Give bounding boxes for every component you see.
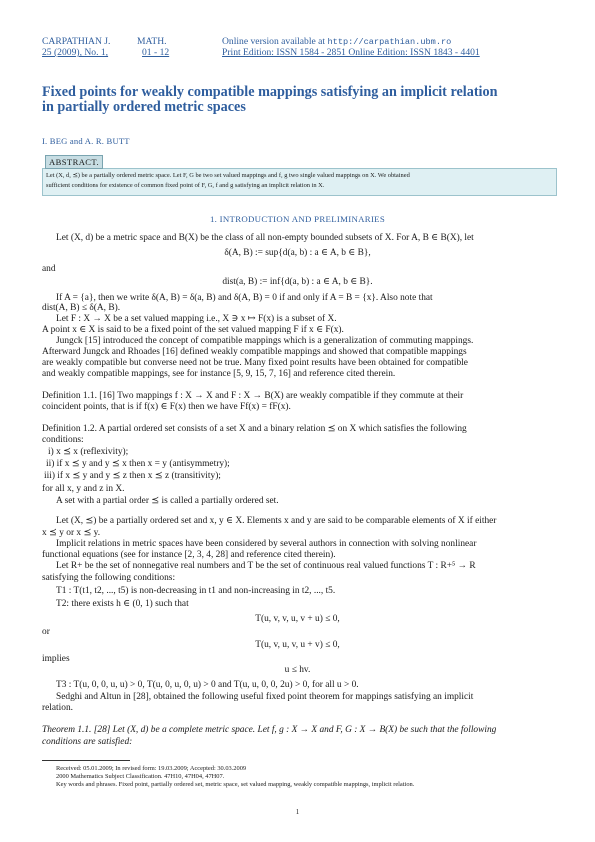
body-line: are weakly compatible but converse need not be true. Many fixed point results have been obtained for compatible	[42, 358, 468, 368]
body-line: implies	[42, 654, 70, 664]
display-equation: T(u, v, v, u, v + u) ≤ 0,	[255, 614, 340, 624]
definition-1-1: Definition 1.1. [16] Two mappings f : X → X and F : X → B(X) are weakly compatible if they commute at their	[42, 391, 464, 401]
footnote-msc: 2000 Mathematics Subject Classification. 47H10, 47H04, 47H07.	[56, 773, 225, 780]
body-line: Afterward Jungck and Rhoades [16] defined weakly compatible mappings and showed that compatible mappings	[42, 347, 467, 357]
body-line: functional equations (see for instance [2, 3, 4, 28] and reference cited therein).	[42, 550, 336, 560]
display-equation: T(u, v, u, v, u + v) ≤ 0,	[255, 640, 340, 650]
body-line: Let (X, ⪯) be a partially ordered set and x, y ∈ X. Elements x and y are said to be comparable elements of X if either	[56, 516, 497, 526]
body-line: Implicit relations in metric spaces have been considered by several authors in connection with solving nonlinear	[56, 539, 477, 549]
body-line: x ⪯ y or x ⪯ y.	[42, 528, 101, 538]
body-line: for all x, y and z in X.	[42, 484, 125, 494]
display-equation: δ(A, B) := sup{d(a, b) : a ∈ A, b ∈ B},	[224, 248, 371, 258]
body-line: A point x ∈ X is said to be a fixed point of the set valued mapping F if x ∈ F(x).	[42, 325, 344, 335]
condition-item: ii) if x ⪯ y and y ⪯ x then x = y (antisymmetry);	[46, 459, 230, 469]
body-line: and	[42, 264, 56, 274]
body-line: Let (X, d) be a metric space and B(X) be the class of all non-empty bounded subsets of X. For A, B ∈ B(X), let	[56, 233, 474, 243]
authors: I. BEG and A. R. BUTT	[42, 136, 130, 146]
journal-volume: 25 (2009), No. 1,	[42, 47, 109, 58]
body-line: Let F : X → X be a set valued mapping i.e., X ∋ x ↦ F(x) is a subset of X.	[56, 314, 337, 324]
online-label: Online version available at	[222, 36, 326, 47]
display-equation: u ≤ hv.	[284, 665, 311, 675]
journal-subject: MATH.	[137, 36, 167, 47]
page-number: 1	[295, 808, 300, 816]
body-line: conditions are satisfied:	[42, 737, 133, 747]
body-line: satisfying the following conditions:	[42, 573, 176, 583]
body-line: A set with a partial order ⪯ is called a partially ordered set.	[56, 496, 279, 506]
condition-t3: T3 : T(u, 0, 0, u, u) > 0, T(u, 0, u, 0, u) > 0 and T(u, u, 0, 0, 2u) > 0, for all u > 0.	[56, 680, 359, 690]
paper-title-line-2: in partially ordered metric spaces	[42, 99, 246, 115]
body-line: conditions:	[42, 435, 84, 445]
body-line: Jungck [15] introduced the concept of compatible mappings which is a generalization of commuting mappings.	[56, 336, 474, 346]
body-line: relation.	[42, 703, 73, 713]
abstract-line-2: sufficient conditions for existence of common fixed point of F, G, f and g satisfying an implicit relation in X.	[46, 182, 325, 189]
body-line: coincident points, that is if f(x) ∈ F(x) then we have Ff(x) = fF(x).	[42, 402, 291, 412]
online-url-link[interactable]: http://carpathian.ubm.ro	[327, 37, 452, 47]
footnote-keywords: Key words and phrases. Fixed point, partially ordered set, metric space, set valued mapping, weakly compatible mappings, implicit relation.	[56, 781, 415, 788]
print-edition: Print Edition: ISSN 1584 - 2851 Online Edition: ISSN 1843 - 4401	[222, 47, 480, 58]
body-line: and weakly compatible mappings, see for instance [5, 9, 15, 7, 16] and reference cited therein.	[42, 369, 396, 379]
body-line: If A = {a}, then we write δ(A, B) = δ(a, B) and δ(A, B) = 0 if and only if A = B = {x}. Also note that	[56, 293, 433, 303]
condition-t1: T1 : T(t1, t2, ..., t5) is non-decreasing in t1 and non-increasing in t2, ..., t5.	[56, 586, 336, 596]
online-availability	[222, 37, 451, 48]
abstract-line-1: Let (X, d, ⪯) be a partially ordered metric space. Let F, G be two set valued mappings and f, g two single valued mappings on X. We obtained	[46, 172, 410, 179]
journal-name: CARPATHIAN J.	[42, 36, 111, 47]
condition-t2: T2: there exists h ∈ (0, 1) such that	[56, 599, 189, 609]
abstract-label: ABSTRACT.	[45, 155, 103, 169]
theorem-1-1: Theorem 1.1. [28] Let (X, d) be a complete metric space. Let f, g : X → X and F, G : X → B(X) be such that the following	[42, 725, 497, 735]
footnote-received: Received: 05.01.2009; In revised form: 19.03.2009; Accepted: 30.03.2009	[56, 765, 247, 772]
body-line: Sedghi and Altun in [28], obtained the following useful fixed point theorem for mappings satisfying an implicit	[56, 692, 474, 702]
footnote-rule	[42, 760, 130, 761]
display-equation: dist(a, B) := inf{d(a, b) : a ∈ A, b ∈ B}.	[222, 277, 373, 287]
paper-title-line-1: Fixed points for weakly compatible mappings satisfying an implicit relation	[42, 84, 498, 100]
section-heading: 1. INTRODUCTION AND PRELIMINARIES	[209, 214, 386, 224]
body-line: Let R+ be the set of nonnegative real numbers and T be the set of continuous real valued functions T : R+⁵ → R	[56, 561, 476, 571]
condition-item: i) x ⪯ x (reflexivity);	[48, 447, 129, 457]
journal-pages: 01 - 12	[142, 47, 170, 58]
definition-1-2: Definition 1.2. A partial ordered set consists of a set X and a binary relation ⪯ on X which satisfies the following	[42, 424, 467, 434]
body-line: dist(A, B) ≤ δ(A, B).	[42, 303, 121, 313]
condition-item: iii) if x ⪯ y and y ⪯ z then x ⪯ z (transitivity);	[44, 471, 221, 481]
body-line: or	[42, 627, 50, 637]
